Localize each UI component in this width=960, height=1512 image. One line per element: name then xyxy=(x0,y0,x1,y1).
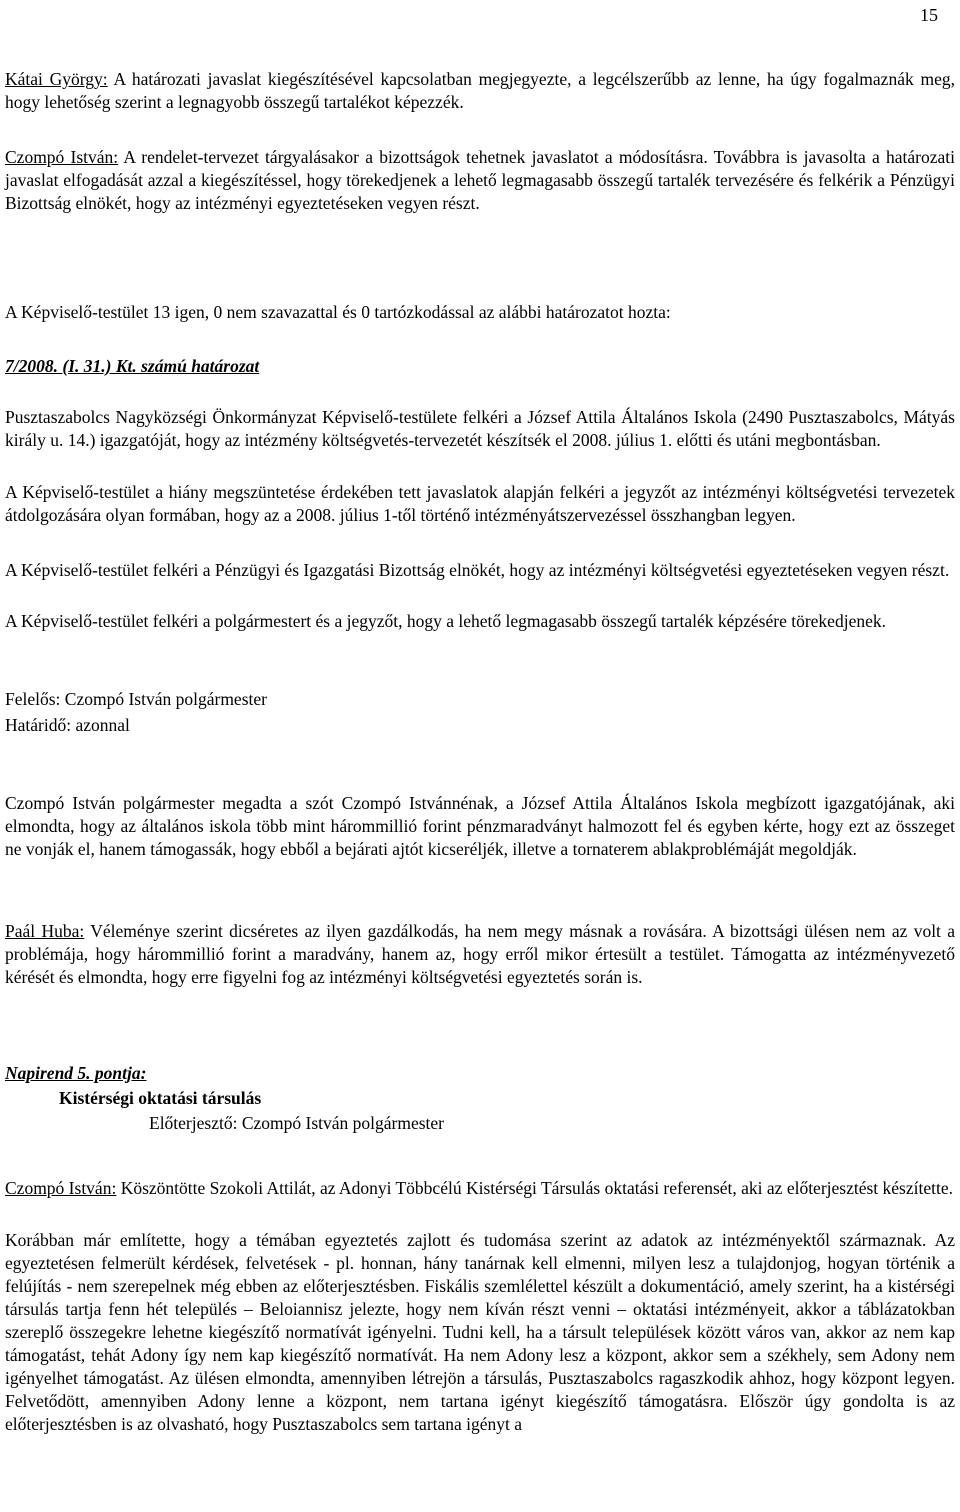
responsible-person: Felelős: Czompó István polgármester xyxy=(5,689,267,709)
document-page xyxy=(5,0,955,1512)
paragraph-text: Véleménye szerint dicséretes az ilyen gazdálkodás, ha nem megy másnak a rovására. A bizottsági ülésen nem az volt a problémája, hogy hárommillió forint a maradvány, hanem az, hogy erről mikor értesült a testület. Támogatta az intézményvezető kérését és elmondta, hogy erre figyelni fog az intézményi költségvetési egyeztetés során is. xyxy=(5,921,955,987)
resolution-point-3: A Képviselő-testület felkéri a Pénzügyi és Igazgatási Bizottság elnökét, hogy az intézményi költségvetési egyeztetéseken vegyen részt. xyxy=(5,560,950,580)
paragraph-czompo-3 xyxy=(5,1177,955,1200)
speaker-name: Kátai György: xyxy=(5,69,108,89)
vote-result: A Képviselő-testület 13 igen, 0 nem szavazattal és 0 tartózkodással az alábbi határozatot hozta: xyxy=(5,302,671,322)
agenda-label: Napirend 5. pontja: xyxy=(5,1063,147,1083)
paragraph-czompo-1 xyxy=(5,146,955,215)
paragraph-czompo-2: Czompó István polgármester megadta a szót Czompó Istvánnénak, a József Attila Általános Iskola megbízott igazgatójának, aki elmondta, hogy az általános iskola több mint hárommillió forint pénzmaradványt halmozott fel és egyben kérte, hogy ezt az összeget ne vonják el, hanem támogassák, hogy ebből a bejárati ajtót kicseréljék, illetve a tornaterem ablakproblémáját megoldják. xyxy=(5,793,955,859)
resolution-title: 7/2008. (I. 31.) Kt. számú határozat xyxy=(5,356,260,376)
paragraph-katai xyxy=(5,68,955,114)
paragraph-text: Köszöntötte Szokoli Attilát, az Adonyi Többcélú Kistérségi Társulás oktatási referensét, aki az előterjesztést készítette. xyxy=(116,1178,953,1198)
speaker-name: Czompó István: xyxy=(5,1178,117,1198)
resolution-point-4: A Képviselő-testület felkéri a polgármestert és a jegyzőt, hogy a lehető legmagasabb összegű tartalék képzésére törekedjenek. xyxy=(5,611,886,631)
paragraph-paal xyxy=(5,920,955,989)
speaker-name: Czompó István: xyxy=(5,147,119,167)
resolution-point-2: A Képviselő-testület a hiány megszüntetése érdekében tett javaslatok alapján felkéri a jegyzőt az intézményi költségvetési tervezetek átdolgozására olyan formában, hogy az a 2008. július 1-től történő intézményátszervezéssel összhangban legyen. xyxy=(5,482,955,525)
resolution-point-1: Pusztaszabolcs Nagyközségi Önkormányzat Képviselő-testülete felkéri a József Attila Általános Iskola (2490 Pusztaszabolcs, Mátyás király u. 14.) igazgatóját, hogy az intézmény költségvetés-tervezetét készítsék el 2008. július 1. előtti és utáni megbontásban. xyxy=(5,407,955,450)
speaker-name: Paál Huba: xyxy=(5,921,85,941)
paragraph-text: A határozati javaslat kiegészítésével kapcsolatban megjegyezte, a legcélszerűbb az lenne, ha úgy fogalmaznák meg, hogy lehetőség szerint a legnagyobb összegű tartalékot képezzék. xyxy=(5,69,955,112)
agenda-presenter: Előterjesztő: Czompó István polgármester xyxy=(149,1113,444,1133)
deadline: Határidő: azonnal xyxy=(5,715,130,735)
paragraph-body: Korábban már említette, hogy a témában egyeztetés zajlott és tudomása szerint az adatok az intézményektől származnak. Az egyeztetésen felmerült kérdések, felvetések - pl. honnan, hány tanárnak kell elmenni, milyen lesz a tulajdonjog, hogyan történik a felújítás - nem szerepelnek még ebben az előterjesztésben. Fiskális szemlélettel készült a dokumentáció, amely szerint, ha a kistérségi társulás tartja fenn hét település – Beloiannisz jelezte, hogy nem kíván részt venni – oktatási intézményeit, akkor a táblázatokban szereplő összegekre lehetne kiegészítő normatívát igényelni. Tudni kell, ha a társult települések között város van, akkor az nem kap támogatást, tehát Adony így nem kap kiegészítő normatívát. Ha nem Adony lesz a központ, akkor sem a székhely, sem Adony nem igényelhet támogatást. Az ülésen elmondta, amennyiben létrejön a társulás, Pusztaszabolcs ragaszkodik ahhoz, hogy központ legyen. Felvetődött, amennyiben Adony lenne a központ, nem tartana igényt kiegészítő támogatásra. Először úgy gondolta is az előterjesztésben is az olvasható, hogy Pusztaszabolcs sem tartana igényt a xyxy=(5,1230,955,1434)
paragraph-text: A rendelet-tervezet tárgyalásakor a bizottságok tehetnek javaslatot a módosításra. Továbbra is javasolta a határozati javaslat elfogadását azzal a kiegészítéssel, hogy törekedjenek a lehető legmagasabb összegű tartalék tervezésére és felkérik a Pénzügyi Bizottság elnökét, hogy az intézményi egyeztetéseken vegyen részt. xyxy=(5,147,955,213)
agenda-title: Kistérségi oktatási társulás xyxy=(59,1088,262,1108)
page-number: 15 xyxy=(920,5,938,25)
